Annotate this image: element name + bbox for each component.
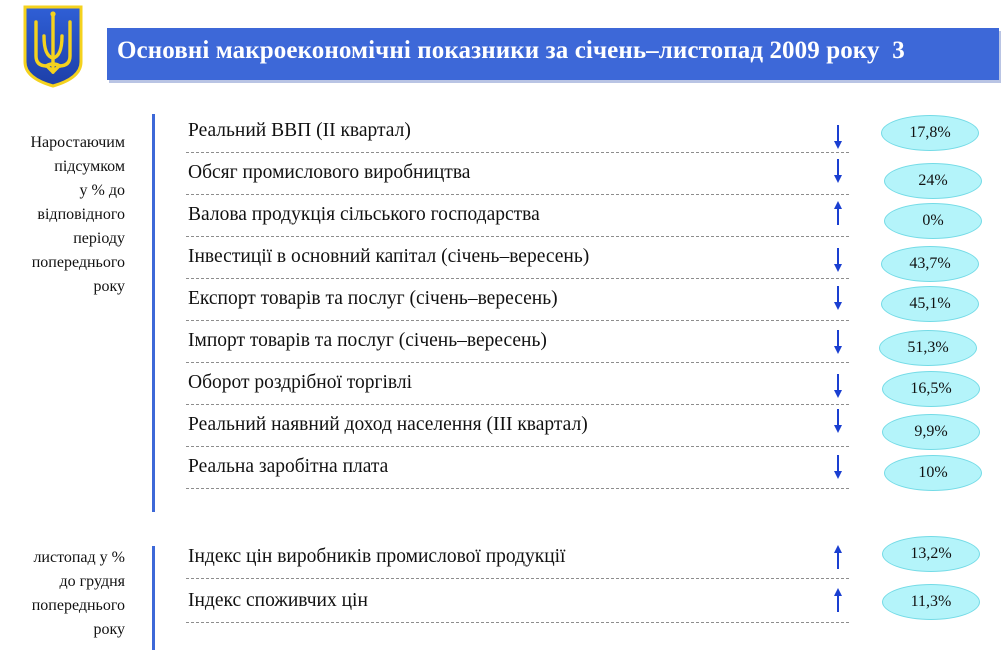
value-badge: 10% [884, 455, 982, 491]
caption-line: до грудня [59, 573, 125, 590]
value-badge: 24% [884, 163, 982, 199]
arrow-up-icon [833, 200, 843, 226]
indicator-row [186, 581, 849, 623]
value-badge: 0% [884, 203, 982, 239]
coat-of-arms-icon [22, 4, 84, 88]
indicator-row [186, 153, 849, 195]
caption-line: підсумком [54, 158, 125, 175]
arrow-down-icon [833, 247, 843, 273]
caption-line: періоду [73, 230, 125, 247]
arrow-down-icon [833, 124, 843, 150]
indicator-row [186, 111, 849, 153]
indicator-row [186, 321, 849, 363]
caption-line: попереднього [31, 597, 125, 614]
indicator-row [186, 363, 849, 405]
arrow-down-icon [833, 408, 843, 434]
value-badge: 9,9% [882, 414, 980, 450]
value-badge: 43,7% [881, 246, 979, 282]
caption-line: листопад у % [33, 549, 125, 566]
indicator-label: Реальний ВВП (ІІ квартал) [188, 120, 411, 141]
slide-title [117, 37, 905, 65]
group-2-divider [152, 546, 155, 650]
indicator-label: Валова продукція сільського господарства [188, 204, 540, 225]
caption-line: попереднього [31, 254, 125, 271]
indicator-label: Експорт товарів та послуг (січень–вересень) [188, 288, 558, 309]
indicator-label: Імпорт товарів та послуг (січень–вересень) [188, 330, 547, 351]
indicator-label: Індекс цін виробників промислової продукції [188, 546, 566, 567]
arrow-down-icon [833, 373, 843, 399]
arrow-up-icon [833, 587, 843, 613]
indicator-row [186, 447, 849, 489]
value-badge: 16,5% [882, 371, 980, 407]
indicator-label: Індекс споживчих цін [188, 590, 368, 611]
arrow-down-icon [833, 329, 843, 355]
indicator-row [186, 537, 849, 579]
caption-line: відповідного [37, 206, 125, 223]
value-badge: 11,3% [882, 584, 980, 620]
indicator-label: Обсяг промислового виробництва [188, 162, 471, 183]
indicator-row [186, 195, 849, 237]
indicator-label: Реальний наявний доход населення (ІІІ квартал) [188, 414, 588, 435]
slide-number: 3 [892, 37, 905, 64]
caption-line: Наростаючим [30, 134, 125, 151]
arrow-down-icon [833, 454, 843, 480]
caption-line: у % до [79, 182, 125, 199]
value-badge: 51,3% [879, 330, 977, 366]
indicator-row [186, 237, 849, 279]
group-2-caption [32, 546, 125, 642]
arrow-down-icon [833, 158, 843, 184]
indicator-label: Реальна заробітна плата [188, 456, 389, 477]
indicator-label: Оборот роздрібної торгівлі [188, 372, 413, 393]
value-badge: 17,8% [881, 115, 979, 151]
value-badge: 13,2% [882, 536, 980, 572]
caption-line: року [93, 278, 125, 295]
group-1-caption [30, 131, 125, 299]
caption-line: року [93, 621, 125, 638]
title-label: Основні макроекономічні показники за січень–листопад 2009 року [117, 37, 880, 64]
indicator-label: Інвестиції в основний капітал (січень–вересень) [188, 246, 590, 267]
group-1-divider [152, 114, 155, 512]
indicator-row [186, 405, 849, 447]
indicator-row [186, 279, 849, 321]
arrow-down-icon [833, 285, 843, 311]
arrow-up-icon [833, 544, 843, 570]
title-bar [107, 28, 999, 80]
value-badge: 45,1% [881, 286, 979, 322]
